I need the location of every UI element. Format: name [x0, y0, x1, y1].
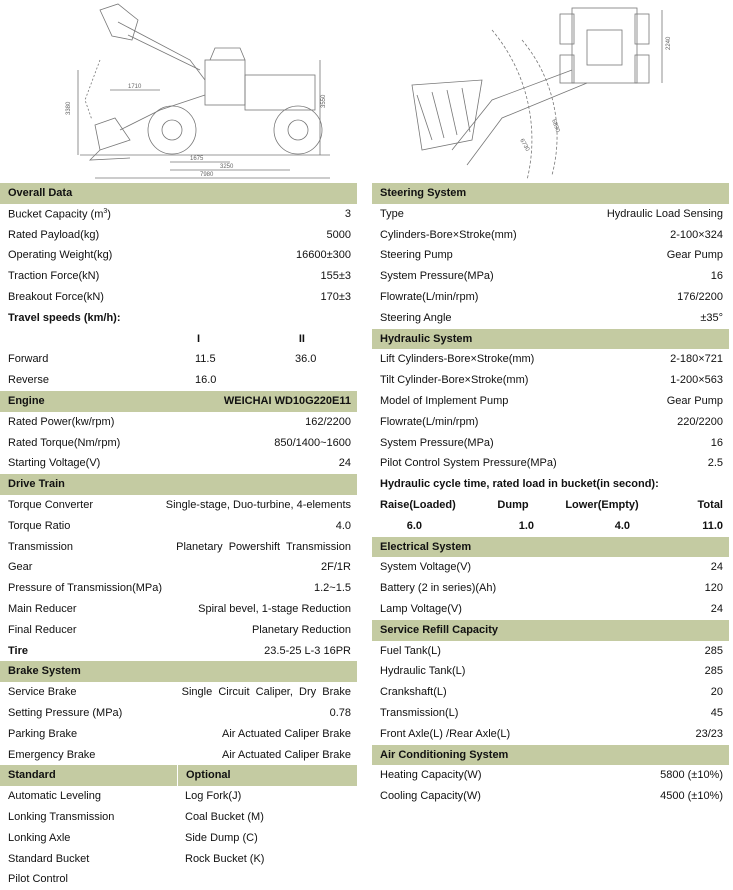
spec-row: Heating Capacity(W) 5800 (±10%) [380, 769, 723, 782]
spec-row: Hydraulic Tank(L) 285 [380, 665, 723, 678]
cycle-time-title: Hydraulic cycle time, rated load in bucket(in second): [380, 478, 659, 491]
side-view-drawing [0, 0, 357, 183]
section-header-service-refill: Service Refill Capacity [372, 620, 729, 641]
tire-row: Tire 23.5-25 L-3 16PR [8, 644, 351, 657]
spec-row: Operating Weight(kg) 16600±300 [8, 249, 351, 262]
section-header-overall-data: Overall Data [0, 183, 357, 204]
section-header-air-conditioning: Air Conditioning System [372, 745, 729, 766]
top-view-drawing [372, 0, 733, 183]
standard-optional-list [0, 786, 357, 890]
dim-label: 3550 [321, 94, 327, 108]
spec-row: System Voltage(V) 24 [380, 561, 723, 574]
spec-row: Main Reducer Spiral bevel, 1-stage Reduction [8, 602, 351, 615]
spec-row: Parking Brake Air Actuated Caliper Brake [8, 727, 351, 740]
spec-row: Gear 2F/1R [8, 561, 351, 574]
spec-row: Steering Pump Gear Pump [380, 249, 723, 262]
spec-row: Rated Power(kw/rpm) 162/2200 [8, 415, 351, 428]
spec-row: Transmission Planetary Powershift Transmission [8, 540, 351, 553]
optional-item: Coal Bucket (M) [185, 810, 264, 823]
spec-row: Rated Payload(kg) 5000 [8, 228, 351, 241]
spec-row: Traction Force(kN) 155±3 [8, 270, 351, 283]
optional-item: Rock Bucket (K) [185, 852, 265, 865]
section-header-brake-system: Brake System [0, 661, 357, 682]
spec-row: Flowrate(L/min/rpm) 176/2200 [380, 290, 723, 303]
spec-row: Battery (2 in series)(Ah) 120 [380, 582, 723, 595]
dim-label: 1710 [128, 84, 142, 90]
spec-row: Torque Ratio 4.0 [8, 519, 351, 532]
dim-label: 3380 [66, 101, 72, 115]
spec-row: Flowrate(L/min/rpm) 220/2200 [380, 415, 723, 428]
spec-row: Lamp Voltage(V) 24 [380, 602, 723, 615]
dim-label: 7980 [200, 172, 214, 178]
standard-item: Automatic Leveling [8, 790, 101, 803]
optional-title: Optional [177, 765, 357, 786]
spec-row: Fuel Tank(L) 285 [380, 644, 723, 657]
optional-item: Log Fork(J) [185, 790, 242, 803]
spec-row: Transmission(L) 45 [380, 706, 723, 719]
spec-row: Lift Cylinders-Bore×Stroke(mm) 2-180×721 [380, 353, 723, 366]
spec-row: Emergency Brake Air Actuated Caliper Brake [8, 748, 351, 761]
spec-row: Type Hydraulic Load Sensing [380, 207, 723, 220]
travel-reverse-row: Reverse 16.0 [8, 374, 217, 387]
spec-row: Torque Converter Single-stage, Duo-turbine, 4-elements [8, 498, 351, 511]
section-header-hydraulic-system: Hydraulic System [372, 329, 729, 350]
spec-row: Breakout Force(kN) 170±3 [8, 290, 351, 303]
spec-row: System Pressure(MPa) 16 [380, 270, 723, 283]
left-spec-column [0, 183, 357, 890]
standard-item: Standard Bucket [8, 852, 90, 865]
section-header-standard-optional [0, 765, 357, 786]
spec-row: System Pressure(MPa) 16 [380, 436, 723, 449]
spec-row: Front Axle(L) /Rear Axle(L) 23/23 [380, 727, 723, 740]
spec-row: Rated Torque(Nm/rpm) 850/1400~1600 [8, 436, 351, 449]
spec-row: Bucket Capacity $(m^3)$ 3 [8, 207, 351, 222]
right-spec-column [372, 183, 729, 807]
dim-label: 2240 [666, 36, 672, 50]
section-header-engine: Engine WEICHAI WD10G220E11 [0, 391, 357, 412]
spec-row: Cooling Capacity(W) 4500 (±10%) [380, 790, 723, 803]
dim-label: 3250 [220, 164, 234, 170]
spec-row: Steering Angle ±35° [380, 311, 723, 324]
cycle-time-values: 6.0 1.0 4.0 11.0 [406, 519, 723, 532]
spec-row: Starting Voltage(V) 24 [8, 457, 351, 470]
dim-label: 6890 [550, 118, 561, 134]
travel-forward-row: Forward 11.5 36.0 [8, 353, 317, 366]
spec-row: Final Reducer Planetary Reduction [8, 623, 351, 636]
standard-item: Lonking Transmission [8, 810, 115, 823]
spec-row: Pilot Control System Pressure(MPa) 2.5 [380, 457, 723, 470]
standard-item: Pilot Control [8, 873, 68, 886]
spec-row: Model of Implement Pump Gear Pump [380, 394, 723, 407]
spec-row: Crankshaft(L) 20 [380, 686, 723, 699]
dim-label: 1675 [190, 156, 204, 162]
section-header-electrical-system: Electrical System [372, 537, 729, 558]
section-header-drive-train: Drive Train [0, 474, 357, 495]
dim-label: 6730 [518, 138, 531, 153]
spec-row: Setting Pressure (MPa) 0.78 [8, 706, 351, 719]
spec-row: Cylinders-Bore×Stroke(mm) 2-100×324 [380, 228, 723, 241]
spec-row: Tilt Cylinder-Bore×Stroke(mm) 1-200×563 [380, 374, 723, 387]
spec-row: Service Brake Single Circuit Caliper, Dry Brake [8, 686, 351, 699]
travel-gear-header: I II [196, 332, 305, 345]
spec-row: Pressure of Transmission(MPa) 1.2~1.5 [8, 582, 351, 595]
cycle-time-header: Raise(Loaded) Dump Lower(Empty) Total [380, 498, 723, 511]
travel-speeds-title: Travel speeds (km/h): [8, 311, 121, 324]
section-header-steering-system: Steering System [372, 183, 729, 204]
standard-item: Lonking Axle [8, 831, 71, 844]
standard-title: Standard [8, 769, 56, 782]
optional-item: Side Dump (C) [185, 831, 258, 844]
